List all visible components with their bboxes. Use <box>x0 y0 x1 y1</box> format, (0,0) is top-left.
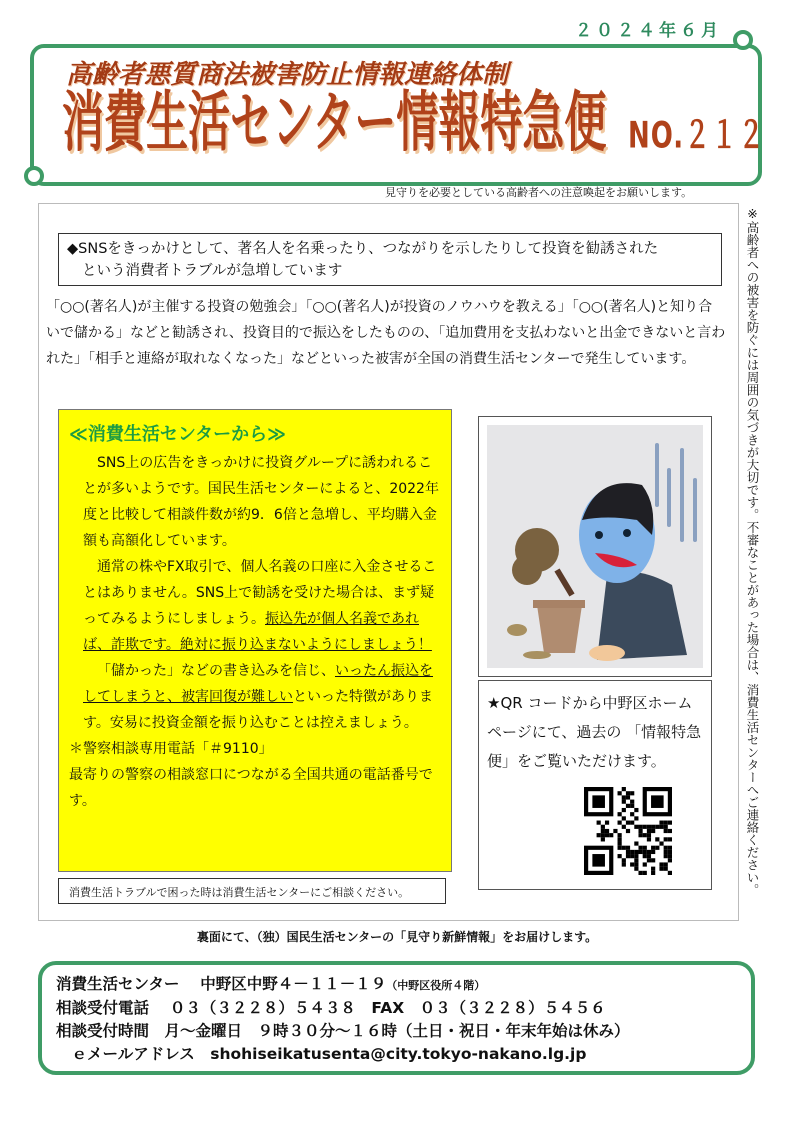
advice-text: 通常の株やFX取引で、個人名義の口座に入金させることはありません。SNS上で勧誘を受けた場合は、まず疑ってみるようにしましょう。 <box>83 559 437 627</box>
page-title: 消費生活センター情報特急便 <box>62 83 607 160</box>
advice-text: 「儲かった」などの書き込みを信じ、 <box>97 663 335 679</box>
contact-info-box <box>38 961 755 1075</box>
advice-heading: ≪消費生活センターから≫ <box>69 424 286 445</box>
advice-warning-underlined: 振込先が個人名義であれば、詐欺です。絶対に振り込まないようにしましょう！ <box>83 611 432 653</box>
issue-date: ２０２４年６月 <box>575 21 722 41</box>
subtitle: 高齢者悪質商法被害防止情報連絡体制 <box>66 60 509 90</box>
contact-address <box>56 973 737 997</box>
qr-info-box <box>478 680 712 890</box>
back-page-note: 裏面にて、（独）国民生活センターの「見守り新鮮情報」をお届けします。 <box>196 930 598 944</box>
contact-phone-fax: 相談受付電話 ０３（３２２８）５４３８ FAX ０３（３２２８）５４５６ <box>56 999 606 1017</box>
address-text: 消費生活センター 中野区中野４－１１－１９ <box>56 975 387 993</box>
contact-hours: 相談受付時間 月～金曜日 ９時３０分～１６時（土日・祝日・年末年始は休み） <box>56 1022 630 1040</box>
advice-warning-underlined: いったん振込をしてしまうと、被害回復が難しい <box>83 663 433 705</box>
headline-line: ◆SNSをきっかけとして、著名人を名乗ったり、つながりを示したりして投資を勧誘された <box>67 241 659 257</box>
scroll-curl-decoration <box>733 30 753 50</box>
advice-text: といった特徴があります。安易に投資金額を振り込むことは控えましょう。 <box>83 689 433 731</box>
side-vertical-note: ※高齢者への被害を防ぐには周囲の気づきが大切です。不審なことがあった場合は、消費生活センターへご連絡ください。 <box>745 206 760 896</box>
scroll-curl-decoration <box>24 166 44 186</box>
advice-paragraph <box>69 554 445 658</box>
qr-code[interactable] <box>584 787 672 875</box>
qr-description: ★QR コードから中野区ホームページにて、過去の 「情報特急便」をご覧いただけます。 <box>487 694 702 770</box>
center-advice-box <box>58 409 452 872</box>
address-floor: （中野区役所４階） <box>386 979 486 992</box>
intro-paragraph: 「○○(著名人)が主催する投資の勉強会」「○○(著名人)が投資のノウハウを教える」「○○(著名人)と知り合いで儲かる」などと勧誘され、投資目的で振込をしたものの、「追加費用を支払わないと出金できないと言われた」「相手と連絡が取れなくなった」などといった被害が全国の消費生活センターで発生しています。 <box>46 299 726 367</box>
illustration-frame <box>478 416 712 677</box>
contact-email[interactable]: ｅメールアドレス shohiseikatusenta@city.tokyo-nakano.lg.jp <box>56 1045 587 1063</box>
advice-paragraph: SNS上の広告をきっかけに投資グループに誘われることが多いようです。国民生活センターによると、2022年度と比較して相談件数が約9．6倍と急増し、平均購入金額も高額化しています。 <box>83 455 439 549</box>
watch-request-note: 見守りを必要としている高齢者への注意喚起をお願いします。 <box>385 186 693 199</box>
police-hotline: ＊警察相談専用電話「＃9110」 <box>69 741 273 757</box>
police-hotline-desc: 最寄りの警察の相談窓口につながる全国共通の電話番号です。 <box>69 767 433 809</box>
headline-box <box>58 233 722 286</box>
issue-number: NO.２１２ <box>628 115 766 158</box>
consult-note: 消費生活トラブルで困った時は消費生活センターにご相談ください。 <box>58 878 446 904</box>
headline-line: という消費者トラブルが急増しています <box>82 263 343 279</box>
distressed-investor-illustration <box>487 425 703 668</box>
advice-paragraph <box>69 658 445 736</box>
